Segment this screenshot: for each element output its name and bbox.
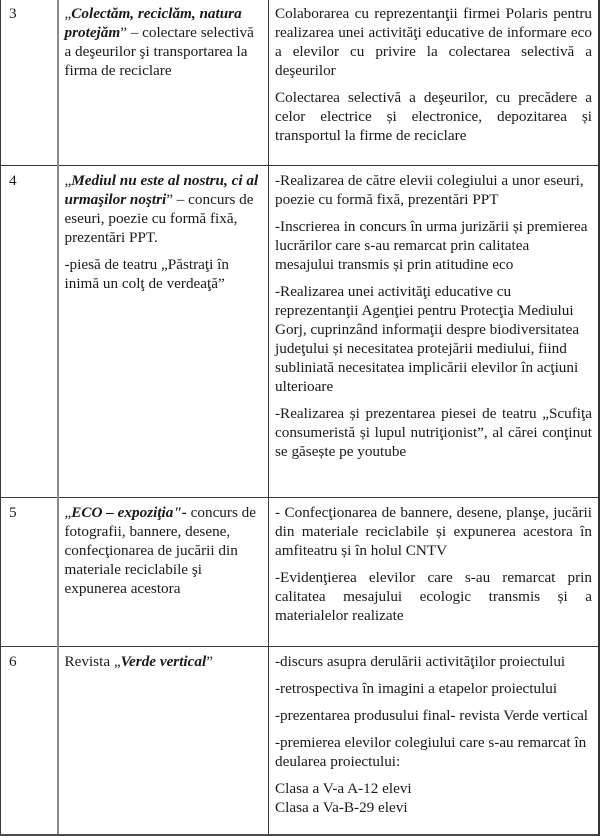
description-paragraph: -Realizarea de către elevii colegiului a unor eseuri, poezie cu formă fixă, prezentări PPT — [275, 172, 584, 208]
description-paragraph: -Inscrierea in concurs în urma jurizării și premierea lucrărilor care s-au remarcat prin calitatea mesajului transmis și prin atitudine eco — [275, 218, 588, 273]
quote-close: ” — [206, 653, 213, 670]
description-paragraph: - Confecţionarea de bannere, desene, planşe, jucării din materiale reciclabile și expunerea acestora în amfiteatru și în holul CNTV — [275, 504, 592, 559]
quote-open: „ — [64, 504, 72, 521]
description-paragraph: Colaborarea cu reprezentanţii firmei Polaris pentru realizarea unei activităţi educative de informare eco a elevilor cu privire la colectarea selectivă a deşeurilor — [275, 5, 592, 79]
table-row — [1, 647, 600, 836]
activity-cell — [58, 647, 269, 836]
table-row — [1, 166, 600, 498]
activity-text: ” – concurs de eseuri, poezie cu formă fixă, prezentări PPT. — [64, 191, 254, 246]
class-count: Clasa a Va-B-29 elevi — [275, 799, 408, 816]
row-number: 6 — [1, 647, 58, 836]
activity-cell — [58, 0, 269, 166]
description-paragraph: -Realizarea unei activităţi educative cu reprezentanţii Agenţiei pentru Protecţia Mediului Gorj, cuprinzând informaţii despre biodiversitatea judeţului și necesitatea protejării mediului, fiind subliniată necesitatea implicării elevilor în acţiuni ulterioare — [275, 283, 580, 395]
quote-open: „ — [64, 172, 72, 189]
row-number: 3 — [1, 0, 58, 166]
description-paragraph: Colectarea selectivă a deşeurilor, cu precădere a celor electrice și electronice, depozitarea și transportul la firme de reciclare — [275, 89, 592, 144]
row-number: 5 — [1, 498, 58, 647]
activity-title: ECO – expoziţia"- — [71, 504, 187, 521]
description-paragraph: -prezentarea produsului final- revista Verde vertical — [275, 707, 589, 724]
description-paragraph: -retrospectiva în imagini a etapelor proiectului — [275, 680, 558, 697]
description-paragraph: -Realizarea și prezentarea piesei de teatru „Scufiţa consumeristă și lupul nutriţionist”, al cărei conţinut se găsește pe youtube — [275, 405, 592, 460]
description-paragraph: -Evidenţierea elevilor care s-au remarcat prin calitatea mesajului ecologic transmis și a materialelor realizate — [275, 569, 592, 624]
description-paragraph: -premierea elevilor colegiului care s-au remarcat în deularea proiectului: — [275, 734, 587, 770]
quote-open: „ — [64, 5, 72, 22]
activity-title: Mediul nu este al nostru, ci al urmaşilor noştri — [64, 172, 259, 208]
activity-extra: -piesă de teatru „Păstraţi în inimă un colţ de verdeaţă” — [64, 256, 229, 292]
table-row — [1, 0, 600, 166]
activity-text: ” – colectare selectivă a deşeurilor şi transportarea la firma de reciclare — [64, 24, 254, 79]
activity-prefix: Revista „ — [64, 653, 121, 670]
description-cell — [269, 166, 600, 498]
activity-cell — [58, 498, 269, 647]
activity-cell — [58, 166, 269, 498]
table-row — [1, 498, 600, 647]
description-cell — [269, 647, 600, 836]
description-cell — [269, 0, 600, 166]
description-paragraph: -discurs asupra derulării activităţilor proiectului — [275, 653, 566, 670]
description-cell — [269, 498, 600, 647]
activity-text: concurs de fotografii, bannere, desene, confecţionarea de jucării din materiale reciclabile şi expunerea acestora — [64, 504, 257, 597]
activity-title: Verde vertical — [120, 653, 207, 670]
class-count: Clasa a V-a A-12 elevi — [275, 780, 412, 797]
row-number: 4 — [1, 166, 58, 498]
activity-title: Colectăm, reciclăm, natura protejăm — [64, 5, 242, 41]
